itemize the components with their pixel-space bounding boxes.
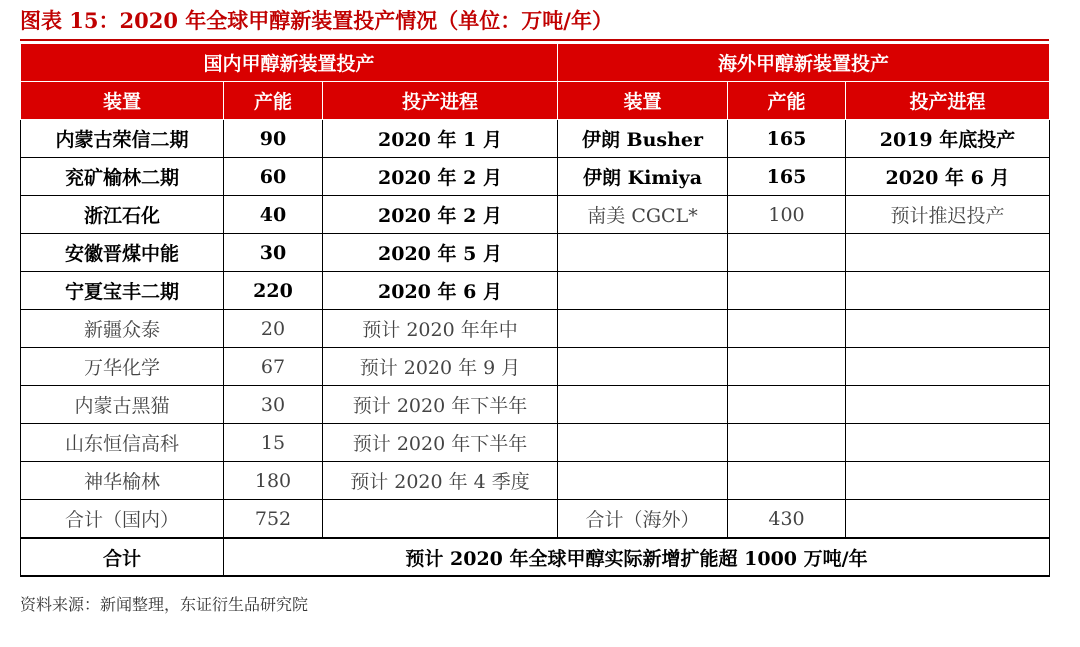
overseas-capacity: 100 [728, 196, 846, 234]
domestic-device: 浙江石化 [21, 196, 224, 234]
empty-cell [558, 424, 728, 462]
domestic-progress: 预计 2020 年 9 月 [323, 348, 558, 386]
overseas-device: 南美 CGCL* [558, 196, 728, 234]
domestic-capacity: 90 [224, 120, 323, 158]
table-row [21, 234, 1050, 272]
domestic-progress: 2020 年 2 月 [323, 158, 558, 196]
domestic-device: 山东恒信高科 [21, 424, 224, 462]
table-row [21, 272, 1050, 310]
domestic-capacity: 15 [224, 424, 323, 462]
domestic-device: 安徽晋煤中能 [21, 234, 224, 272]
overseas-subtotal-label: 合计（海外） [558, 500, 728, 539]
empty-cell [728, 272, 846, 310]
source-note: 资料来源：新闻整理，东证衍生品研究院 [20, 595, 309, 614]
col-header-capacity: 产能 [224, 82, 323, 120]
empty-cell [558, 462, 728, 500]
domestic-capacity: 30 [224, 386, 323, 424]
empty-cell [558, 272, 728, 310]
empty-cell [846, 234, 1050, 272]
total-row [21, 538, 1050, 576]
domestic-device: 内蒙古荣信二期 [21, 120, 224, 158]
empty-cell [558, 234, 728, 272]
domestic-device: 神华榆林 [21, 462, 224, 500]
domestic-progress: 2020 年 6 月 [323, 272, 558, 310]
column-header-row [21, 82, 1050, 120]
empty-cell [728, 310, 846, 348]
col-header-device: 装置 [21, 82, 224, 120]
empty-cell [728, 462, 846, 500]
table-row [21, 310, 1050, 348]
subtotal-row [21, 500, 1050, 539]
overseas-group-header: 海外甲醇新装置投产 [558, 44, 1050, 82]
overseas-progress: 预计推迟投产 [846, 196, 1050, 234]
overseas-subtotal-value: 430 [728, 500, 846, 539]
domestic-capacity: 180 [224, 462, 323, 500]
methanol-capacity-table [20, 43, 1050, 577]
domestic-progress: 预计 2020 年 4 季度 [323, 462, 558, 500]
domestic-progress: 预计 2020 年下半年 [323, 424, 558, 462]
empty-cell [728, 348, 846, 386]
domestic-subtotal-label: 合计（国内） [21, 500, 224, 539]
domestic-device: 万华化学 [21, 348, 224, 386]
empty-cell [846, 462, 1050, 500]
overseas-device: 伊朗 Busher [558, 120, 728, 158]
table-row [21, 386, 1050, 424]
domestic-capacity: 40 [224, 196, 323, 234]
domestic-capacity: 67 [224, 348, 323, 386]
table-row [21, 462, 1050, 500]
domestic-progress: 2020 年 5 月 [323, 234, 558, 272]
table-row [21, 348, 1050, 386]
domestic-device: 内蒙古黑猫 [21, 386, 224, 424]
empty-cell [323, 500, 558, 539]
domestic-progress: 2020 年 1 月 [323, 120, 558, 158]
empty-cell [558, 310, 728, 348]
empty-cell [846, 348, 1050, 386]
empty-cell [846, 310, 1050, 348]
domestic-progress: 预计 2020 年年中 [323, 310, 558, 348]
domestic-device: 新疆众泰 [21, 310, 224, 348]
empty-cell [728, 234, 846, 272]
total-label: 合计 [21, 538, 224, 576]
table-row [21, 120, 1050, 158]
domestic-device: 兖矿榆林二期 [21, 158, 224, 196]
table-row [21, 424, 1050, 462]
domestic-progress: 2020 年 2 月 [323, 196, 558, 234]
table-row [21, 158, 1050, 196]
overseas-device: 伊朗 Kimiya [558, 158, 728, 196]
domestic-capacity: 20 [224, 310, 323, 348]
empty-cell [728, 386, 846, 424]
empty-cell [846, 500, 1050, 539]
domestic-capacity: 30 [224, 234, 323, 272]
empty-cell [558, 386, 728, 424]
overseas-capacity: 165 [728, 120, 846, 158]
domestic-capacity: 60 [224, 158, 323, 196]
domestic-progress: 预计 2020 年下半年 [323, 386, 558, 424]
overseas-progress: 2019 年底投产 [846, 120, 1050, 158]
domestic-capacity: 220 [224, 272, 323, 310]
col-header-progress: 投产进程 [323, 82, 558, 120]
col-header-device: 装置 [558, 82, 728, 120]
empty-cell [846, 272, 1050, 310]
title-rule [20, 39, 1049, 41]
col-header-capacity: 产能 [728, 82, 846, 120]
domestic-device: 宁夏宝丰二期 [21, 272, 224, 310]
domestic-subtotal-value: 752 [224, 500, 323, 539]
empty-cell [846, 386, 1050, 424]
empty-cell [728, 424, 846, 462]
total-text: 预计 2020 年全球甲醇实际新增扩能超 1000 万吨/年 [224, 538, 1050, 576]
col-header-progress: 投产进程 [846, 82, 1050, 120]
figure-title: 图表 15：2020 年全球甲醇新装置投产情况（单位：万吨/年） [20, 8, 613, 33]
domestic-group-header: 国内甲醇新装置投产 [21, 44, 558, 82]
group-header-row [21, 44, 1050, 82]
overseas-capacity: 165 [728, 158, 846, 196]
empty-cell [558, 348, 728, 386]
empty-cell [846, 424, 1050, 462]
overseas-progress: 2020 年 6 月 [846, 158, 1050, 196]
table-row [21, 196, 1050, 234]
